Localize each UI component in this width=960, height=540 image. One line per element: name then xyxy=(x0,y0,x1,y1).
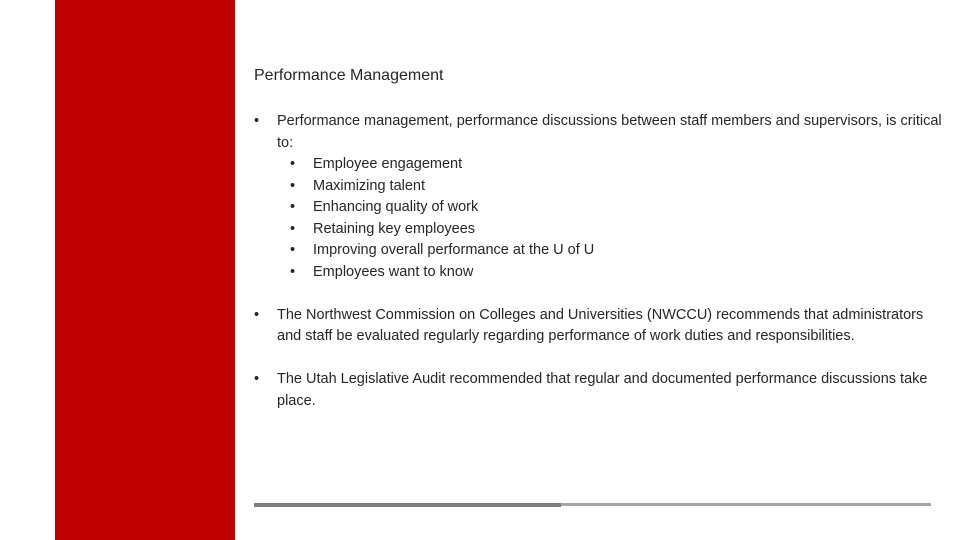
bullet-critical-to xyxy=(254,111,944,283)
sub-bullet-item: • Maximizing talent xyxy=(277,176,944,198)
bullet-nwccu xyxy=(254,305,944,348)
left-margin xyxy=(0,0,55,540)
sub-bullet-item: • Enhancing quality of work xyxy=(277,197,944,219)
red-accent-bar xyxy=(55,0,235,540)
bullet-text: • The Northwest Commission on Colleges and Universities (NWCCU) recommends that administrators and staff be evaluated regularly regarding performance of work duties and responsibilities. xyxy=(277,306,924,344)
bullet-text: • The Utah Legislative Audit recommended that regular and documented performance discussions take place. xyxy=(277,371,928,409)
sub-bullet-item: • Retaining key employees xyxy=(277,219,944,241)
sub-bullet-item: • Employee engagement xyxy=(277,154,944,176)
slide-title: Performance Management xyxy=(254,67,444,84)
sub-bullet-list xyxy=(277,154,944,283)
bullet-legislative-audit xyxy=(254,369,944,412)
slide-content xyxy=(254,111,944,412)
footer-rule-accent xyxy=(254,503,561,507)
sub-bullet-item: • Improving overall performance at the U of U xyxy=(277,240,944,262)
bullet-text: • Performance management, performance discussions between staff members and supervisors, is critical to: xyxy=(277,113,942,151)
sub-bullet-item: • Employees want to know xyxy=(277,262,944,284)
